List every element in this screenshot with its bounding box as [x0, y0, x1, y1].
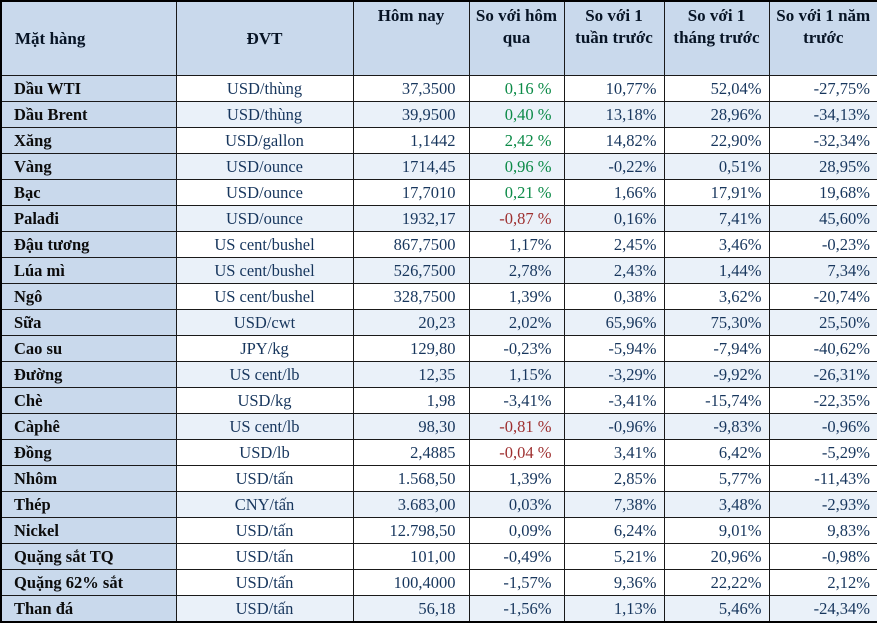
vs-month-value: -15,74% [664, 388, 769, 414]
vs-year-value: -27,75% [769, 76, 877, 102]
table-row [1, 492, 877, 518]
commodity-name: Càphê [1, 414, 176, 440]
unit-cell: USD/kg [176, 388, 353, 414]
table-row [1, 362, 877, 388]
commodity-name: Quặng 62% sắt [1, 570, 176, 596]
vs-week-value: 10,77% [564, 76, 664, 102]
commodity-name: Sữa [1, 310, 176, 336]
table-row [1, 388, 877, 414]
today-value: 328,7500 [353, 284, 469, 310]
vs-yesterday-value: 2,02% [469, 310, 564, 336]
table-row [1, 206, 877, 232]
commodity-name: Lúa mì [1, 258, 176, 284]
vs-year-value: -2,93% [769, 492, 877, 518]
today-value: 100,4000 [353, 570, 469, 596]
table-row [1, 284, 877, 310]
vs-week-value: 3,41% [564, 440, 664, 466]
commodity-name: Vàng [1, 154, 176, 180]
vs-yesterday-value: -1,56% [469, 596, 564, 623]
today-value: 56,18 [353, 596, 469, 623]
unit-cell: USD/thùng [176, 76, 353, 102]
table-row [1, 414, 877, 440]
vs-year-value: -11,43% [769, 466, 877, 492]
commodity-name: Quặng sắt TQ [1, 544, 176, 570]
vs-yesterday-value: -0,23% [469, 336, 564, 362]
vs-month-value: 5,77% [664, 466, 769, 492]
vs-month-value: 0,51% [664, 154, 769, 180]
vs-yesterday-value: -1,57% [469, 570, 564, 596]
today-value: 1.568,50 [353, 466, 469, 492]
vs-month-value: 7,41% [664, 206, 769, 232]
vs-month-value: 9,01% [664, 518, 769, 544]
vs-yesterday-value: -0,81 % [469, 414, 564, 440]
today-value: 129,80 [353, 336, 469, 362]
commodity-name: Nickel [1, 518, 176, 544]
vs-year-value: -24,34% [769, 596, 877, 623]
unit-cell: USD/ounce [176, 206, 353, 232]
vs-week-value: 2,43% [564, 258, 664, 284]
unit-cell: JPY/kg [176, 336, 353, 362]
unit-cell: USD/tấn [176, 570, 353, 596]
commodity-name: Dầu Brent [1, 102, 176, 128]
vs-month-value: 6,42% [664, 440, 769, 466]
unit-cell: US cent/bushel [176, 284, 353, 310]
today-value: 12,35 [353, 362, 469, 388]
vs-month-value: 5,46% [664, 596, 769, 623]
commodity-name: Chè [1, 388, 176, 414]
commodity-name: Xăng [1, 128, 176, 154]
today-value: 12.798,50 [353, 518, 469, 544]
vs-week-value: 14,82% [564, 128, 664, 154]
vs-year-value: -26,31% [769, 362, 877, 388]
table-row [1, 570, 877, 596]
table-row [1, 336, 877, 362]
vs-week-value: 0,16% [564, 206, 664, 232]
vs-yesterday-value: 1,39% [469, 284, 564, 310]
vs-yesterday-value: 1,17% [469, 232, 564, 258]
vs-yesterday-value: 1,15% [469, 362, 564, 388]
table-row [1, 258, 877, 284]
commodity-name: Ngô [1, 284, 176, 310]
unit-cell: USD/tấn [176, 596, 353, 623]
table-row [1, 232, 877, 258]
unit-cell: USD/tấn [176, 466, 353, 492]
today-value: 1714,45 [353, 154, 469, 180]
vs-year-value: 45,60% [769, 206, 877, 232]
vs-year-value: -5,29% [769, 440, 877, 466]
commodity-name: Đường [1, 362, 176, 388]
unit-cell: USD/gallon [176, 128, 353, 154]
vs-month-value: 22,90% [664, 128, 769, 154]
vs-yesterday-value: 1,39% [469, 466, 564, 492]
vs-month-value: -9,83% [664, 414, 769, 440]
vs-yesterday-value: 0,21 % [469, 180, 564, 206]
vs-month-value: 52,04% [664, 76, 769, 102]
vs-yesterday-value: 2,42 % [469, 128, 564, 154]
commodity-name: Dầu WTI [1, 76, 176, 102]
vs-week-value: -5,94% [564, 336, 664, 362]
today-value: 17,7010 [353, 180, 469, 206]
vs-yesterday-value: 0,09% [469, 518, 564, 544]
vs-yesterday-value: -0,04 % [469, 440, 564, 466]
vs-week-value: 65,96% [564, 310, 664, 336]
header-unit: ĐVT [176, 1, 353, 76]
vs-week-value: 1,13% [564, 596, 664, 623]
vs-year-value: -20,74% [769, 284, 877, 310]
vs-week-value: -3,29% [564, 362, 664, 388]
today-value: 3.683,00 [353, 492, 469, 518]
today-value: 98,30 [353, 414, 469, 440]
today-value: 867,7500 [353, 232, 469, 258]
unit-cell: CNY/tấn [176, 492, 353, 518]
vs-week-value: 1,66% [564, 180, 664, 206]
vs-yesterday-value: 0,40 % [469, 102, 564, 128]
commodity-name: Cao su [1, 336, 176, 362]
vs-month-value: 1,44% [664, 258, 769, 284]
unit-cell: US cent/lb [176, 362, 353, 388]
table-row [1, 440, 877, 466]
table-row [1, 76, 877, 102]
table-row [1, 180, 877, 206]
header-vs-yesterday: So với hôm qua [469, 1, 564, 76]
commodity-name: Thép [1, 492, 176, 518]
header-commodity: Mặt hàng [1, 1, 176, 76]
vs-yesterday-value: 2,78% [469, 258, 564, 284]
vs-year-value: 2,12% [769, 570, 877, 596]
header-today: Hôm nay [353, 1, 469, 76]
vs-yesterday-value: 0,03% [469, 492, 564, 518]
commodity-name: Than đá [1, 596, 176, 623]
unit-cell: USD/cwt [176, 310, 353, 336]
commodity-name: Đậu tương [1, 232, 176, 258]
vs-yesterday-value: -0,87 % [469, 206, 564, 232]
today-value: 2,4885 [353, 440, 469, 466]
vs-month-value: -7,94% [664, 336, 769, 362]
today-value: 1932,17 [353, 206, 469, 232]
table-row [1, 596, 877, 623]
table-row [1, 102, 877, 128]
commodity-name: Palađi [1, 206, 176, 232]
vs-month-value: -9,92% [664, 362, 769, 388]
today-value: 20,23 [353, 310, 469, 336]
today-value: 101,00 [353, 544, 469, 570]
unit-cell: US cent/bushel [176, 232, 353, 258]
table-row [1, 518, 877, 544]
table-row [1, 310, 877, 336]
table-body [1, 76, 877, 623]
unit-cell: US cent/bushel [176, 258, 353, 284]
unit-cell: USD/ounce [176, 180, 353, 206]
vs-yesterday-value: 0,16 % [469, 76, 564, 102]
vs-month-value: 3,48% [664, 492, 769, 518]
vs-year-value: -40,62% [769, 336, 877, 362]
vs-year-value: 9,83% [769, 518, 877, 544]
table-row [1, 466, 877, 492]
vs-month-value: 20,96% [664, 544, 769, 570]
table-row [1, 544, 877, 570]
commodity-name: Nhôm [1, 466, 176, 492]
vs-week-value: 6,24% [564, 518, 664, 544]
commodity-name: Đồng [1, 440, 176, 466]
vs-year-value: -32,34% [769, 128, 877, 154]
vs-year-value: -0,96% [769, 414, 877, 440]
vs-month-value: 22,22% [664, 570, 769, 596]
table-row [1, 154, 877, 180]
vs-year-value: 19,68% [769, 180, 877, 206]
today-value: 1,1442 [353, 128, 469, 154]
vs-year-value: -34,13% [769, 102, 877, 128]
header-vs-month: So với 1 tháng trước [664, 1, 769, 76]
today-value: 39,9500 [353, 102, 469, 128]
today-value: 37,3500 [353, 76, 469, 102]
vs-month-value: 17,91% [664, 180, 769, 206]
vs-week-value: 7,38% [564, 492, 664, 518]
commodity-name: Bạc [1, 180, 176, 206]
vs-year-value: 25,50% [769, 310, 877, 336]
unit-cell: USD/tấn [176, 544, 353, 570]
vs-yesterday-value: 0,96 % [469, 154, 564, 180]
unit-cell: USD/thùng [176, 102, 353, 128]
table-row [1, 128, 877, 154]
vs-year-value: -22,35% [769, 388, 877, 414]
vs-month-value: 28,96% [664, 102, 769, 128]
vs-week-value: -0,96% [564, 414, 664, 440]
vs-month-value: 3,62% [664, 284, 769, 310]
today-value: 1,98 [353, 388, 469, 414]
vs-week-value: 2,45% [564, 232, 664, 258]
unit-cell: USD/tấn [176, 518, 353, 544]
vs-week-value: 9,36% [564, 570, 664, 596]
today-value: 526,7500 [353, 258, 469, 284]
vs-month-value: 3,46% [664, 232, 769, 258]
vs-week-value: 2,85% [564, 466, 664, 492]
vs-yesterday-value: -0,49% [469, 544, 564, 570]
vs-week-value: 5,21% [564, 544, 664, 570]
unit-cell: US cent/lb [176, 414, 353, 440]
vs-yesterday-value: -3,41% [469, 388, 564, 414]
vs-week-value: 13,18% [564, 102, 664, 128]
vs-year-value: -0,23% [769, 232, 877, 258]
vs-week-value: 0,38% [564, 284, 664, 310]
vs-year-value: -0,98% [769, 544, 877, 570]
vs-year-value: 28,95% [769, 154, 877, 180]
header-row [1, 1, 877, 76]
vs-month-value: 75,30% [664, 310, 769, 336]
header-vs-week: So với 1 tuần trước [564, 1, 664, 76]
header-vs-year: So với 1 năm trước [769, 1, 877, 76]
vs-year-value: 7,34% [769, 258, 877, 284]
table-header [1, 1, 877, 76]
vs-week-value: -0,22% [564, 154, 664, 180]
unit-cell: USD/lb [176, 440, 353, 466]
vs-week-value: -3,41% [564, 388, 664, 414]
unit-cell: USD/ounce [176, 154, 353, 180]
